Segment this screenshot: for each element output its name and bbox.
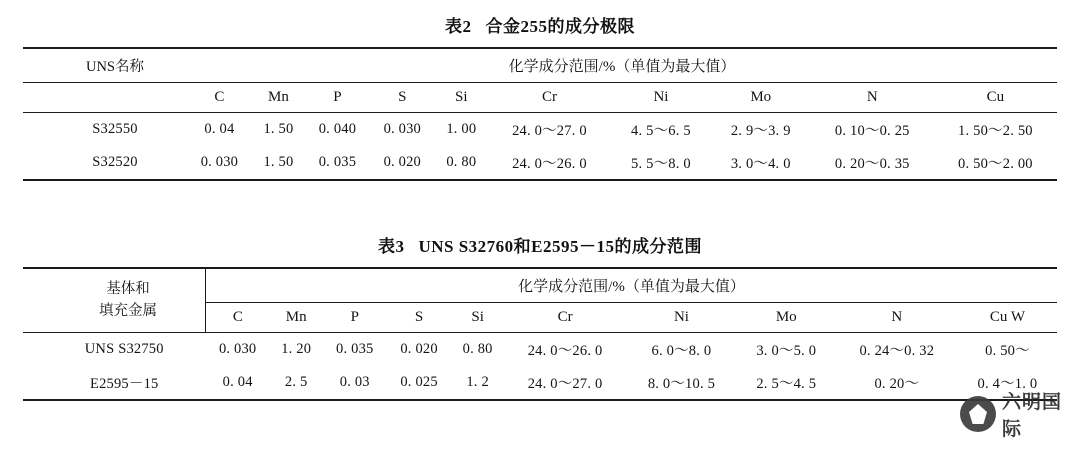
table-2-row-0-mo: 2. 9～3. 9 xyxy=(711,113,811,147)
table-3-row-1-cuw: 0. 4～1. 0 xyxy=(958,366,1057,400)
table-2-row-1-name: S32520 xyxy=(23,146,187,180)
table-2-row-0-si: 1. 00 xyxy=(435,113,488,147)
table-2-row-1-p: 0. 035 xyxy=(305,146,370,180)
table-2-row-0-s: 0. 030 xyxy=(370,113,435,147)
table-3-row-0-c: 0. 030 xyxy=(206,333,270,367)
table-2-row-0-cu: 1. 50～2. 50 xyxy=(934,113,1057,147)
table-2-span-header: 化学成分范围/%（单值为最大值） xyxy=(187,48,1057,83)
table-2-col-n: N xyxy=(811,83,934,113)
table-3-row-1-name: E2595－15 xyxy=(23,366,206,400)
table-3-row-0-name: UNS S32750 xyxy=(23,333,206,367)
table-3-col-cuw: Cu W xyxy=(989,309,1026,325)
table-3-caption-title: UNS S32760和E2595－15的成分范围 xyxy=(418,237,703,256)
table-2-col-cu: Cu xyxy=(934,83,1057,113)
table-2-row-0-name: S32550 xyxy=(23,113,187,147)
table-3-name-header-line1: 基体和 xyxy=(106,281,150,298)
table-3-caption xyxy=(0,228,1080,267)
table-3-row-0-n: 0. 24～0. 32 xyxy=(836,333,958,367)
table-3-row-0-s: 0. 020 xyxy=(387,333,451,367)
shield-icon xyxy=(960,396,996,432)
table-3-span-header: 化学成分范围/%（单值为最大值） xyxy=(206,268,1058,303)
table-2-caption xyxy=(0,8,1080,47)
table-2-row-0-p: 0. 040 xyxy=(305,113,370,147)
table-3-row-0-cuw: 0. 50～ xyxy=(958,333,1057,367)
table-3-block xyxy=(0,228,1080,401)
table-2-row-1-cr: 24. 0～26. 0 xyxy=(488,146,611,180)
table-2-col-s: S xyxy=(370,83,435,113)
table-2-col-mo: Mo xyxy=(711,83,811,113)
table-2-caption-number: 表2 xyxy=(445,17,472,36)
table-3-row-0-mo: 3. 0～5. 0 xyxy=(737,333,836,367)
table-2-row-1-mn: 1. 50 xyxy=(252,146,305,180)
table-2-column-header-row xyxy=(23,83,1057,113)
table-3-row-0-mn: 1. 20 xyxy=(270,333,323,367)
table-2-col-ni: Ni xyxy=(611,83,711,113)
table-3-row-1-c: 0. 04 xyxy=(206,366,270,400)
table-2-name-header: UNS名称 xyxy=(23,48,187,83)
table-3-row-1-si: 1. 2 xyxy=(451,366,504,400)
table-2-row-1-ni: 5. 5～8. 0 xyxy=(611,146,711,180)
table-3-row-1-n: 0. 20～ xyxy=(836,366,958,400)
table-3-col-n: N xyxy=(891,309,903,325)
table-2-col-p: P xyxy=(305,83,370,113)
table-3-col-p: P xyxy=(350,309,359,325)
table-2-row-1-n: 0. 20～0. 35 xyxy=(811,146,934,180)
table-2-col-mn: Mn xyxy=(252,83,305,113)
table-3-row-1-mn: 2. 5 xyxy=(270,366,323,400)
table-2-caption-title: 合金255的成分极限 xyxy=(485,17,635,36)
table-3-name-header-line2: 填充金属 xyxy=(99,302,157,319)
table-3 xyxy=(23,267,1057,401)
table-2-row-0-c: 0. 04 xyxy=(187,113,252,147)
watermark-text: 六明国际 xyxy=(1002,392,1063,440)
table-2-row-1-si: 0. 80 xyxy=(435,146,488,180)
table-3-col-cr: Cr xyxy=(557,309,573,325)
table-2-row-1-s: 0. 020 xyxy=(370,146,435,180)
table-3-col-mo: Mo xyxy=(775,309,797,325)
table-row xyxy=(23,333,1057,367)
table-2 xyxy=(23,47,1057,181)
table-row xyxy=(23,113,1057,147)
table-3-row-1-p: 0. 03 xyxy=(323,366,387,400)
table-3-header-row xyxy=(23,268,1057,303)
table-3-row-1-mo: 2. 5～4. 5 xyxy=(737,366,836,400)
table-2-col-blank xyxy=(23,83,187,113)
table-3-col-c: C xyxy=(232,309,243,325)
watermark-logo xyxy=(960,384,1068,444)
table-3-name-header xyxy=(23,268,206,333)
table-2-row-0-mn: 1. 50 xyxy=(252,113,305,147)
table-2-row-0-n: 0. 10～0. 25 xyxy=(811,113,934,147)
table-2-row-1-mo: 3. 0～4. 0 xyxy=(711,146,811,180)
table-3-row-0-p: 0. 035 xyxy=(323,333,387,367)
table-2-row-1-c: 0. 030 xyxy=(187,146,252,180)
table-row xyxy=(23,366,1057,400)
table-3-col-ni: Ni xyxy=(673,309,689,325)
table-3-row-1-ni: 8. 0～10. 5 xyxy=(626,366,737,400)
table-3-col-si: Si xyxy=(471,309,484,325)
table-2-row-0-ni: 4. 5～6. 5 xyxy=(611,113,711,147)
table-2-col-si: Si xyxy=(435,83,488,113)
table-2-block xyxy=(0,8,1080,181)
table-2-col-c: C xyxy=(187,83,252,113)
table-3-col-s: S xyxy=(414,309,424,325)
table-2-row-1-cu: 0. 50～2. 00 xyxy=(934,146,1057,180)
table-row xyxy=(23,146,1057,180)
table-2-row-0-cr: 24. 0～27. 0 xyxy=(488,113,611,147)
table-3-row-0-ni: 6. 0～8. 0 xyxy=(626,333,737,367)
table-3-row-1-cr: 24. 0～27. 0 xyxy=(504,366,626,400)
table-2-header-row xyxy=(23,48,1057,83)
table-3-row-0-si: 0. 80 xyxy=(451,333,504,367)
table-3-col-mn: Mn xyxy=(285,309,307,325)
table-2-col-cr: Cr xyxy=(488,83,611,113)
table-3-row-1-s: 0. 025 xyxy=(387,366,451,400)
table-3-row-0-cr: 24. 0～26. 0 xyxy=(504,333,626,367)
table-3-caption-number: 表3 xyxy=(377,237,405,256)
